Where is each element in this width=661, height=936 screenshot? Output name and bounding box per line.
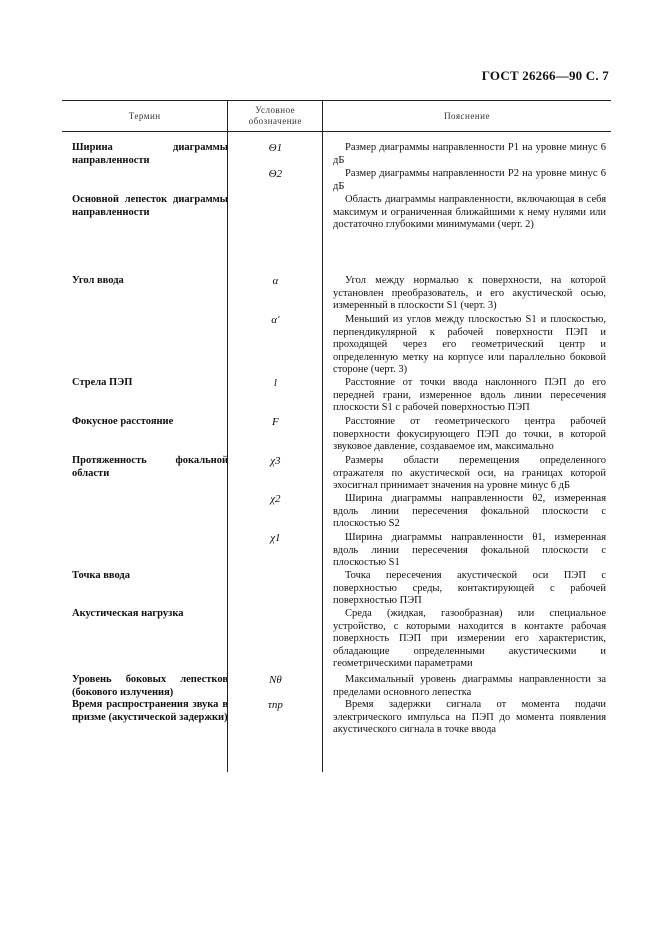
symbol: τпр (267, 699, 283, 711)
symbol: l (273, 377, 277, 389)
term: Фокусное расстояние (72, 416, 174, 427)
explanation: Область диаграммы направленности, включающая в себя максимум и ограниченная ближайшими к нему нулями или достаточно глубокими минимумами (черт. 2) (333, 194, 607, 231)
explanation: Размеры области перемещения определенного отражателя по акустической оси, на границах которой эхосигнал принимает значения на уровне минус 6 дБ (333, 455, 607, 492)
symbol: χ1 (270, 532, 281, 544)
explanation: Ширина диаграммы направленности θ2, измеренная вдоль линии пересечения фокальной плоскости с плоскостью S2 (333, 493, 607, 530)
table-body (62, 132, 611, 772)
explanation: Угол между нормалью к поверхности, на которой установлен преобразователь, и его акустической осью, измеренный в плоскости S1 (черт. 3) (333, 275, 607, 312)
term: Акустическая нагрузка (72, 608, 184, 619)
explanation: Расстояние от точки ввода наклонного ПЭП до его передней грани, измеренное вдоль линии пересечения плоскости S1 с рабочей поверхностью ПЭП (333, 377, 607, 414)
header-term: Термин (128, 110, 161, 121)
symbol: Θ2 (268, 168, 283, 180)
explanation: Ширина диаграммы направленности θ1, измеренная вдоль линии пересечения фокальной плоскости с плоскостью S1 (333, 532, 607, 569)
explanation: Расстояние от геометрического центра рабочей поверхности фокусирующего ПЭП до точки, в которой звуковое давление, создаваемое им, максимально (333, 416, 607, 453)
explanation: Максимальный уровень диаграммы направленности за пределами основного лепестка (333, 674, 607, 698)
symbol: α′ (271, 314, 280, 326)
symbol: χ3 (270, 455, 281, 467)
header-explanation: Пояснение (444, 110, 490, 121)
explanation: Размер диаграммы направленности P1 на уровне минус 6 дБ (333, 142, 607, 166)
header-symbol (227, 101, 323, 131)
term: Точка ввода (72, 570, 130, 581)
symbol-column (227, 132, 323, 772)
term: Стрела ПЭП (72, 377, 133, 388)
explanation-column (323, 132, 611, 772)
explanation: Среда (жидкая, газообразная) или специальное устройство, с которыми находится в контакте рабочая поверхность ПЭП при измерении его характеристик, обладающие определенными акустическими и геометрическими параметрами (333, 608, 607, 670)
term: Ширина диаграммы направленности (72, 142, 228, 166)
term: Протяженность фокальной области (72, 455, 228, 479)
term: Основной лепесток диаграммы направленности (72, 194, 228, 218)
explanation: Точка пересечения акустической оси ПЭП с поверхностью среды, контактирующей с рабочей поверхностью ПЭП (333, 570, 607, 607)
term: Время распространения звука в призме (акустической задержки) (72, 699, 228, 723)
header-symbol-line2: обозначение (248, 116, 302, 126)
terms-table (62, 100, 611, 772)
term-column (62, 132, 227, 772)
term: Уровень боковых лепестков (бокового излучения) (72, 674, 228, 698)
symbol: F (272, 416, 279, 428)
explanation: Время задержки сигнала от момента подачи электрического импульса на ПЭП до момента появления акустического сигнала в точке ввода (333, 699, 607, 736)
symbol: χ2 (270, 493, 281, 505)
symbol: Θ1 (268, 142, 283, 154)
explanation: Меньший из углов между плоскостью S1 и плоскостью, перпендикулярной к рабочей поверхности ПЭП и проходящей через его геометрический центр и определенную метку на корпусе или параллельно боковой стороне (черт. 3) (333, 314, 607, 376)
symbol: Nθ (269, 674, 282, 686)
page-header: ГОСТ 26266—90 С. 7 (481, 68, 609, 83)
table-header (62, 100, 611, 132)
header-symbol-line1: Условное (255, 105, 296, 115)
symbol: α (272, 275, 279, 287)
term: Угол ввода (72, 275, 124, 286)
explanation: Размер диаграммы направленности P2 на уровне минус 6 дБ (333, 168, 607, 192)
